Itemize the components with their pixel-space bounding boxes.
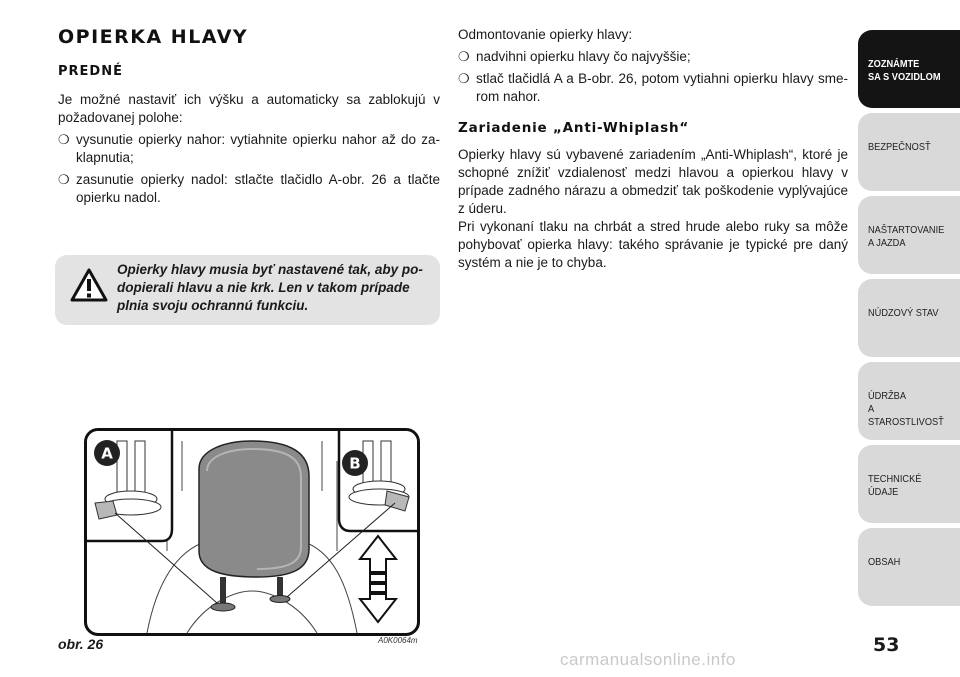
section-subtitle-front: PREDNÉ <box>58 64 123 79</box>
figure-caption: obr. 26 <box>58 636 104 652</box>
label-b: B <box>349 454 361 473</box>
page-number: 53 <box>873 634 900 656</box>
tab-vehicle-intro[interactable]: ZOZNÁMTE SA S VOZIDLOM <box>858 30 960 108</box>
left-column <box>58 26 440 211</box>
list-item: ❍ vysunutie opierky nahor: vytiahnite opierku nahor až do zaklapnutia; <box>58 132 440 165</box>
anti-whiplash-paragraph: Opierky hlavy sú vybavené zariadením „Anti-Whiplash“, ktoré je schopné znížiť vzdialenosť medzi hlavou a opierkou hlavy v prípade zadného nárazu a obmedziť tak poškodenie vyplývajúce z úderu. <box>458 147 848 216</box>
bullet-circle-icon: ❍ <box>58 132 70 147</box>
bullet-circle-icon: ❍ <box>58 172 70 187</box>
list-item: ❍ nadvihni opierku hlavy čo najvyššie; <box>458 49 691 64</box>
adjust-bullet-list <box>58 131 440 207</box>
tab-starting-driving[interactable]: NAŠTARTOVANIE A JAZDA <box>858 196 960 274</box>
watermark: carmanualsonline.info <box>560 650 736 669</box>
tab-technical-data[interactable]: TECHNICKÉ ÚDAJE <box>858 445 960 523</box>
up-down-arrow-icon <box>360 536 396 622</box>
page-title: OPIERKA HLAVY <box>58 26 249 48</box>
warning-box <box>55 255 440 325</box>
intro-paragraph: Je možné nastaviť ich výšku a automaticky sa zablokujú v požadovanej polohe: <box>58 92 440 125</box>
tab-contents[interactable]: OBSAH <box>858 528 960 606</box>
tab-safety[interactable]: BEZPEČNOSŤ <box>858 113 960 191</box>
right-column <box>458 26 848 272</box>
removal-bullet-list <box>458 48 848 106</box>
headrest-cushion <box>199 441 309 577</box>
tab-maintenance[interactable]: ÚDRŽBA A STAROSTLIVOSŤ <box>858 362 960 440</box>
bullet-circle-icon: ❍ <box>458 49 470 64</box>
list-item: ❍ zasunutie opierky nadol: stlačte tlačidlo A-obr. 26 a tlačte opierku nadol. <box>58 172 440 205</box>
bullet-circle-icon: ❍ <box>458 71 470 86</box>
headrest-figure <box>84 428 420 636</box>
tab-emergency[interactable]: NÚDZOVÝ STAV <box>858 279 960 357</box>
figure-code: A0K0064m <box>378 636 418 645</box>
pressure-paragraph: Pri vykonaní tlaku na chrbát a stred hrude alebo ruky sa môže pohybovať opierka hlavy: takého správanie je typické pre daný systém a nie je to chyba. <box>458 219 848 270</box>
warning-triangle-icon <box>69 267 109 303</box>
anti-whiplash-heading: Zariadenie „Anti-Whiplash“ <box>458 120 690 136</box>
chapter-tabs <box>858 30 960 611</box>
list-item: ❍ stlač tlačidlá A a B-obr. 26, potom vytiahni opierku hlavy smerom nahor. <box>458 71 848 104</box>
warning-text: Opierky hlavy musia byť nastavené tak, aby podopierali hlavu a nie krk. Len v takom prípade plnia svoju ochrannú funkciu. <box>117 262 423 313</box>
removal-intro: Odmontovanie opierky hlavy: <box>458 27 633 42</box>
label-a: A <box>101 444 113 463</box>
headrest-illustration <box>87 431 417 633</box>
